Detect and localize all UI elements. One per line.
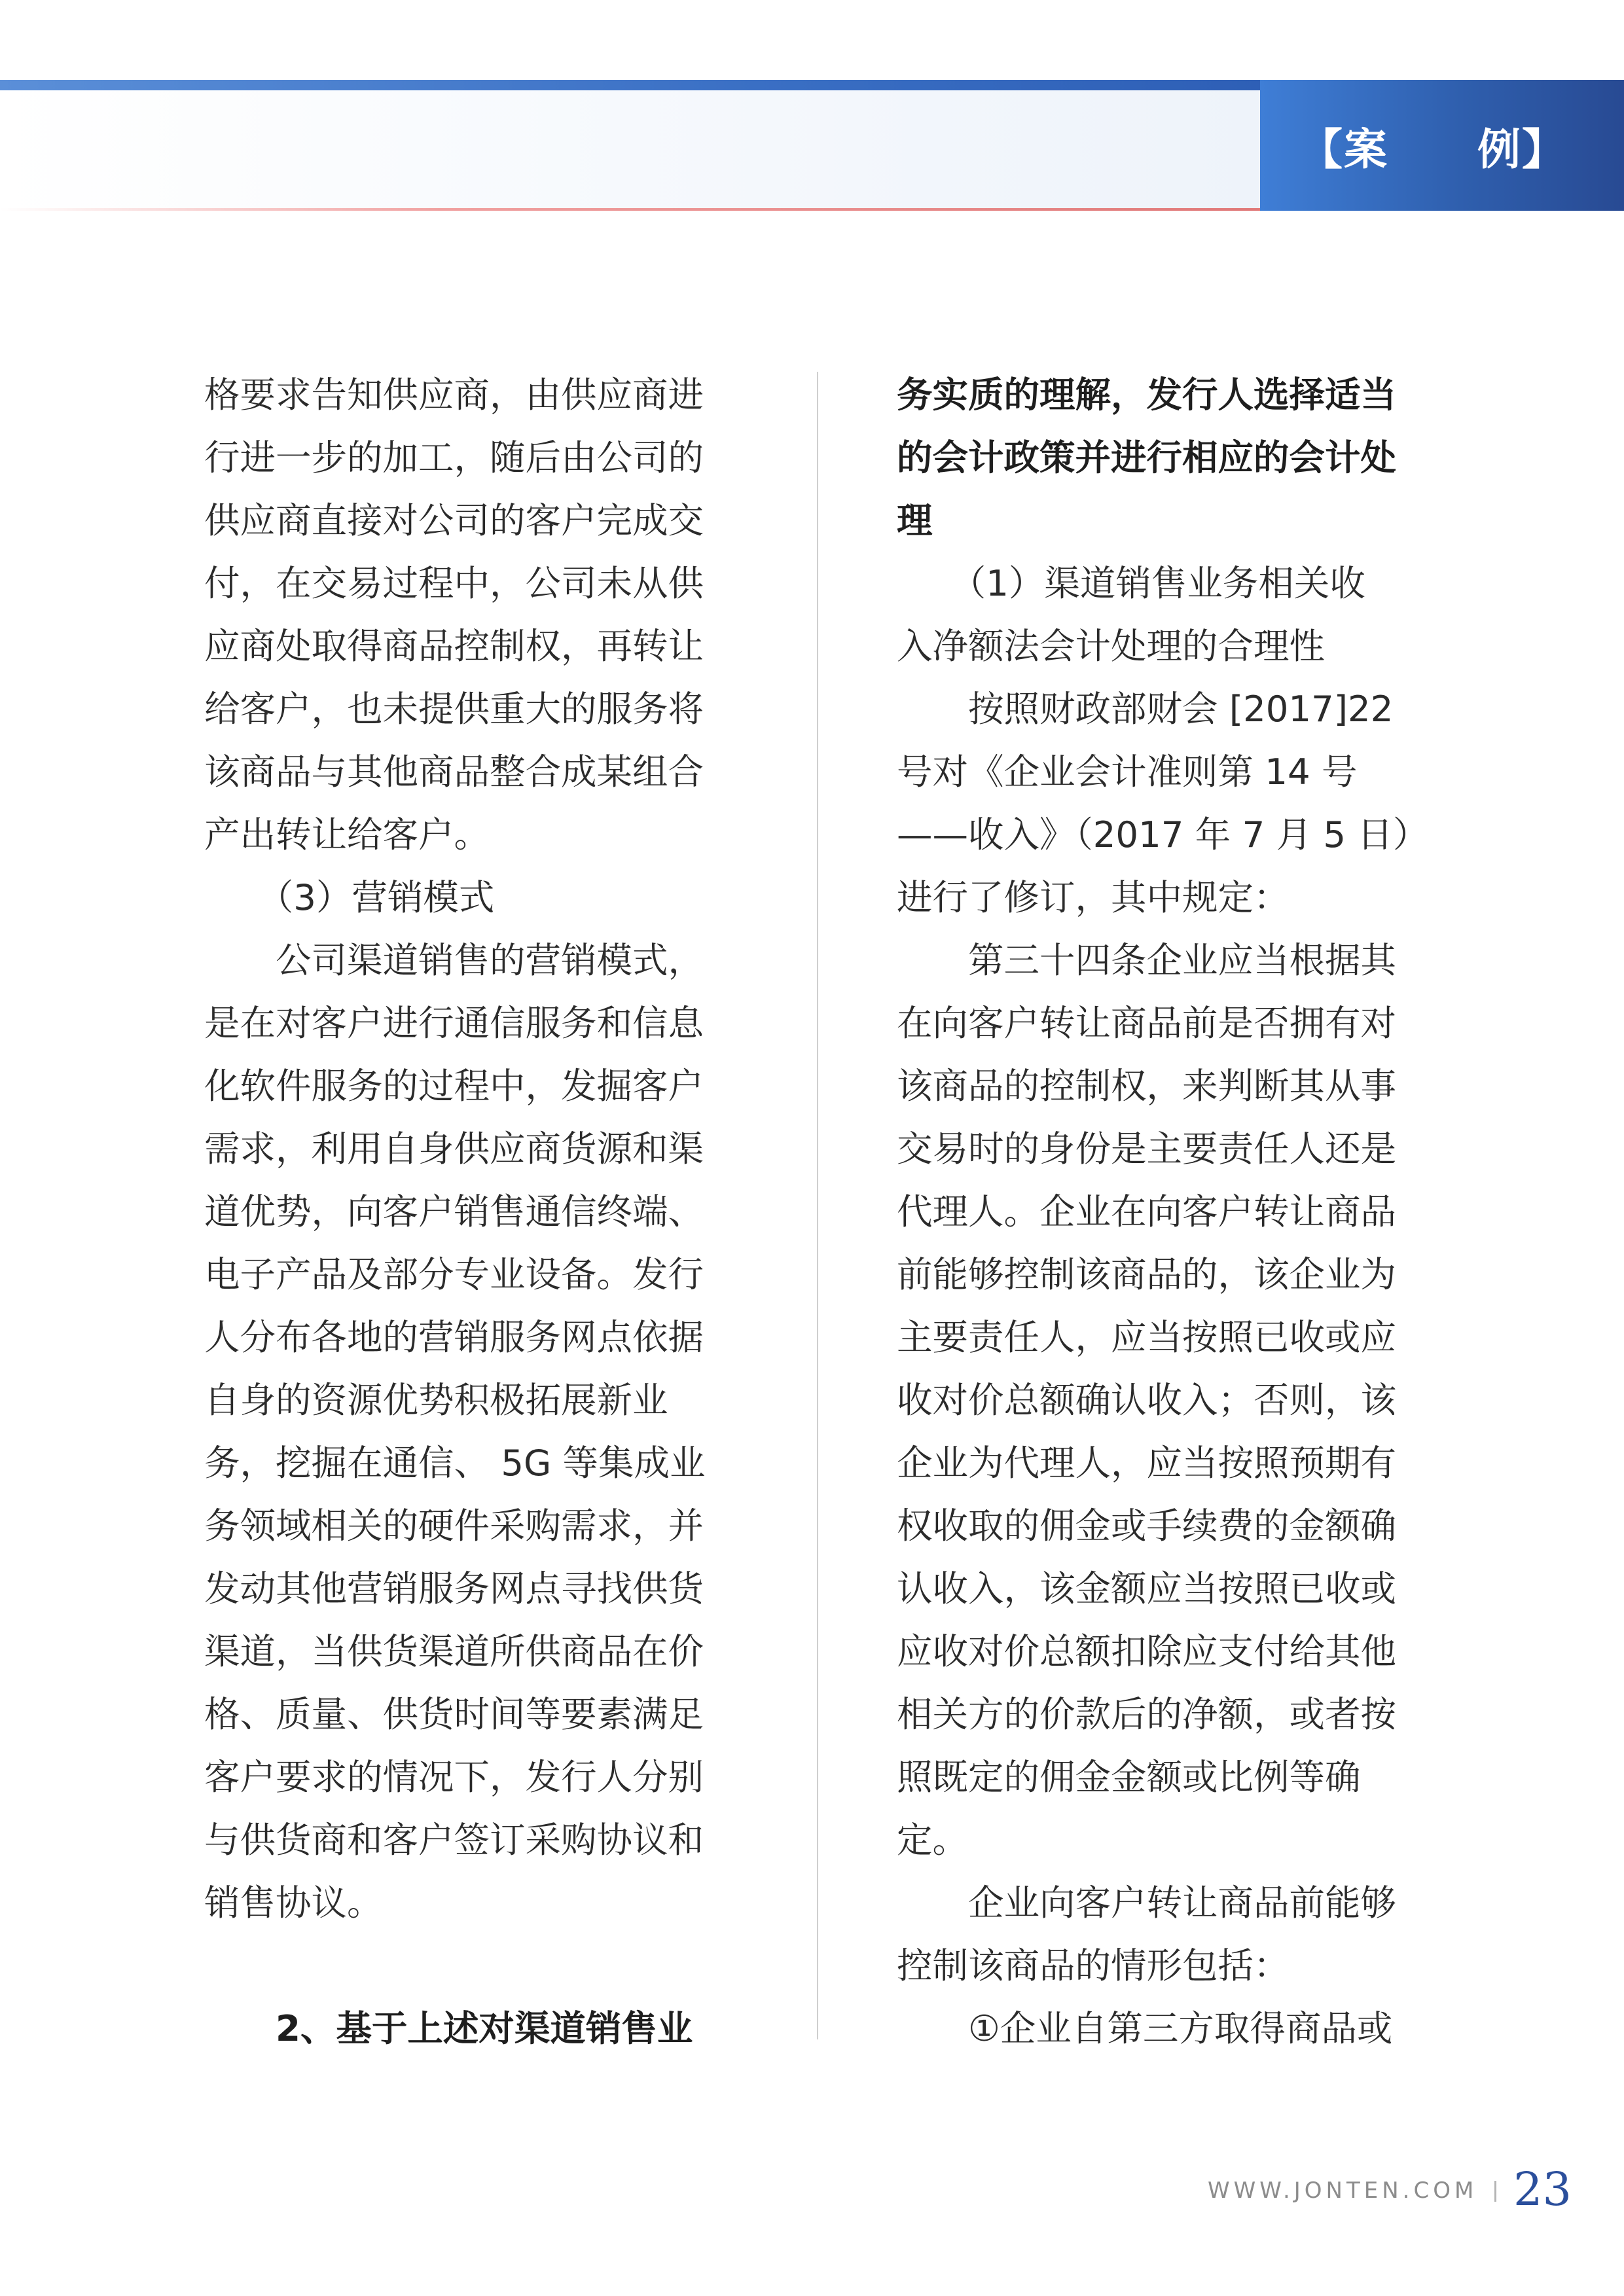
column-divider — [817, 372, 818, 2039]
body-line: 进行了修订，其中规定： — [897, 876, 1290, 918]
section-heading: 2、基于上述对渠道销售业 — [204, 2007, 693, 2049]
header-accent-line — [0, 208, 1260, 211]
body-line: 应商处取得商品控制权，再转让 — [204, 625, 704, 667]
body-line: ①企业自第三方取得商品或 — [897, 2007, 1393, 2049]
body-line: 渠道，当供货渠道所供商品在价 — [204, 1630, 704, 1672]
left-column — [204, 363, 741, 2060]
body-line: 收对价总额确认收入；否则，该 — [897, 1379, 1397, 1421]
section-heading-line: 的会计政策并进行相应的会计处 — [897, 437, 1397, 478]
body-line: 务领域相关的硬件采购需求，并 — [204, 1505, 704, 1547]
body-line: 该商品的控制权，来判断其从事 — [897, 1065, 1397, 1107]
body-line: 客户要求的情况下，发行人分别 — [204, 1756, 704, 1798]
body-line: 付，在交易过程中，公司未从供 — [204, 562, 704, 604]
subheading-line: （1）渠道销售业务相关收 — [897, 562, 1365, 604]
body-line: 按照财政部财会 [2017]22 — [897, 688, 1394, 730]
header-band — [0, 90, 1260, 208]
body-line: 企业向客户转让商品前能够 — [897, 1882, 1397, 1924]
body-line: 入净额法会计处理的合理性 — [897, 625, 1326, 667]
body-line: 代理人。企业在向客户转让商品 — [897, 1191, 1397, 1232]
body-line: ——收入》（2017 年 7 月 5 日） — [897, 814, 1429, 855]
section-heading-line: 理 — [897, 499, 933, 541]
section-heading-line: 务实质的理解，发行人选择适当 — [897, 374, 1397, 416]
body-line: 格、质量、供货时间等要素满足 — [204, 1693, 704, 1735]
body-line: 格要求告知供应商，由供应商进 — [204, 374, 704, 416]
subheading-line: （3）营销模式 — [204, 876, 495, 918]
body-line: 号对《企业会计准则第 14 号 — [897, 751, 1358, 793]
page-number: 23 — [1513, 2162, 1572, 2216]
body-line: 相关方的价款后的净额，或者按 — [897, 1693, 1397, 1735]
body-line: 自身的资源优势积极拓展新业 — [204, 1379, 668, 1421]
body-line: 该商品与其他商品整合成某组合 — [204, 751, 704, 793]
body-line: 前能够控制该商品的，该企业为 — [897, 1253, 1397, 1295]
section-tab-label: 【案 例】 — [1299, 124, 1566, 175]
body-line: 主要责任人，应当按照已收或应 — [897, 1316, 1397, 1358]
right-column — [897, 363, 1434, 2060]
body-line: 第三十四条企业应当根据其 — [897, 939, 1397, 981]
body-line: 是在对客户进行通信服务和信息 — [204, 1002, 704, 1044]
body-line: 道优势，向客户销售通信终端、 — [204, 1191, 704, 1232]
body-line: 应收对价总额扣除应支付给其他 — [897, 1630, 1397, 1672]
body-line: 务，挖掘在通信、 5G 等集成业 — [204, 1442, 706, 1484]
footer-separator — [1494, 2181, 1496, 2202]
body-line: 与供货商和客户签订采购协议和 — [204, 1819, 704, 1861]
body-line: 权收取的佣金或手续费的金额确 — [897, 1505, 1397, 1547]
paragraph-gap — [204, 1934, 741, 1997]
body-line: 行进一步的加工，随后由公司的 — [204, 437, 704, 478]
body-line: 认收入，该金额应当按照已收或 — [897, 1568, 1397, 1609]
body-line: 照既定的佣金金额或比例等确 — [897, 1756, 1361, 1798]
body-line: 定。 — [897, 1819, 969, 1861]
body-line: 交易时的身份是主要责任人还是 — [897, 1128, 1397, 1170]
body-line: 控制该商品的情形包括： — [897, 1945, 1290, 1986]
body-line: 发动其他营销服务网点寻找供货 — [204, 1568, 704, 1609]
body-line: 供应商直接对公司的客户完成交 — [204, 499, 704, 541]
header-top-line — [0, 80, 1260, 90]
body-line: 企业为代理人，应当按照预期有 — [897, 1442, 1397, 1484]
body-line: 人分布各地的营销服务网点依据 — [204, 1316, 704, 1358]
body-line: 需求，利用自身供应商货源和渠 — [204, 1128, 704, 1170]
body-line: 产出转让给客户。 — [204, 814, 490, 855]
body-line: 公司渠道销售的营销模式， — [204, 939, 704, 981]
footer-website-link[interactable]: WWW.JONTEN.COM — [1208, 2178, 1478, 2204]
body-line: 在向客户转让商品前是否拥有对 — [897, 1002, 1397, 1044]
body-line: 给客户，也未提供重大的服务将 — [204, 688, 704, 730]
body-line: 电子产品及部分专业设备。发行 — [204, 1253, 704, 1295]
body-line: 化软件服务的过程中，发掘客户 — [204, 1065, 704, 1107]
body-line: 销售协议。 — [204, 1882, 383, 1924]
section-tab — [1260, 80, 1624, 211]
